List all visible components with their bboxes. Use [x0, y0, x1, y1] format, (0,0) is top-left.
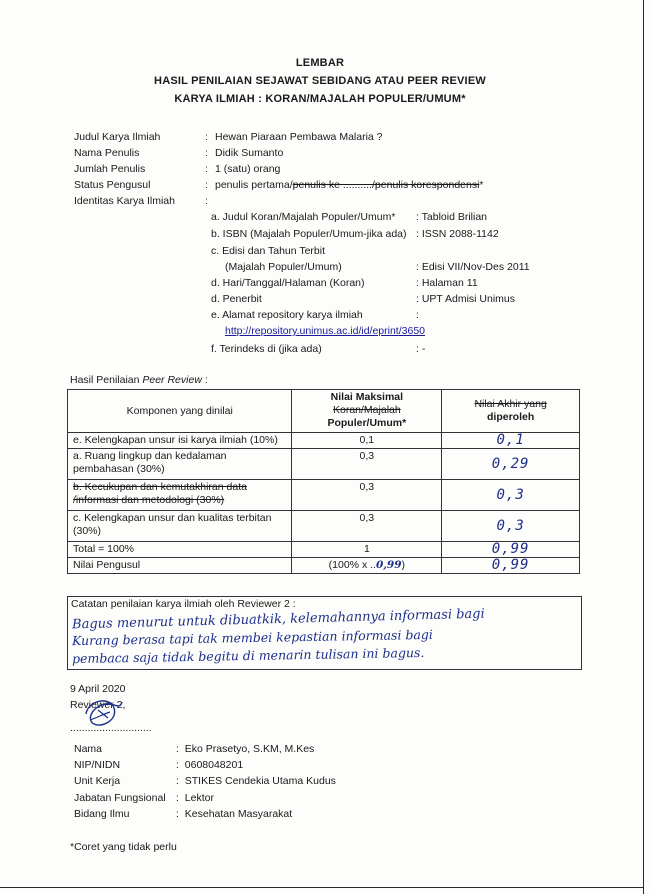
table-row-total [68, 542, 580, 558]
colon: : [176, 743, 179, 755]
status-value-struck: penulis ke ........../penulis korespondensi [292, 179, 480, 191]
header-nilai-akhir-l2: diperoleh [486, 411, 535, 423]
item-b-label: b. ISBN (Majalah Populer/Umum-jika ada) [211, 228, 407, 240]
table-row [68, 449, 580, 480]
reviewer-jabatan-text: Lektor [184, 792, 214, 804]
row-max: 0,1 [292, 433, 442, 449]
row-score: 0,3 [442, 480, 580, 511]
table-row [68, 511, 580, 542]
item-a-value: : Tabloid Brilian [416, 211, 488, 223]
row-label: a. Ruang lingkup dan kedalaman pembahasan (30%) [68, 449, 292, 480]
item-d1-value: : Halaman 11 [416, 277, 478, 289]
header-nilai-akhir [442, 390, 580, 433]
page-edge-bottom [0, 887, 644, 888]
reviewer-nama-text: Eko Prasetyo, S.KM, M.Kes [184, 743, 315, 755]
table-row [68, 433, 580, 449]
row-max: 0,3 [292, 480, 442, 511]
colon: : [176, 759, 179, 771]
pengusul-max-hand: 0,99 [375, 559, 402, 571]
notes-handwritten-line3: pembaca saja tidak begitu di menarin tulisan ini bagus. [71, 644, 425, 667]
nama-penulis-colon: : [205, 147, 208, 159]
header-komponen [68, 390, 292, 433]
header-nilai-maksimal [292, 390, 442, 433]
row-label-text: b. Kecukupan dan kemutakhiran data /informasi dan metodologi (30%) [73, 481, 247, 506]
review-caption-prefix: Hasil Penilaian [70, 374, 143, 386]
reviewer-jabatan-value [176, 792, 214, 804]
status-pengusul-value [215, 179, 484, 191]
reviewer-nip-value [176, 759, 243, 771]
jumlah-penulis-colon: : [205, 163, 208, 175]
pengusul-score: 0,99 [442, 558, 580, 574]
item-e-value: : [416, 309, 419, 321]
pengusul-max-prefix: (100% x .. [328, 559, 376, 571]
item-d2-value: : UPT Admisi Unimus [416, 293, 515, 305]
row-label [68, 480, 292, 511]
row-score: 0,3 [442, 511, 580, 542]
header-nilai-akhir-l1: Nilai Akhir yang [474, 398, 547, 410]
reviewer-nip-text: 0608048201 [184, 759, 244, 771]
status-pengusul-label: Status Pengusul [74, 179, 151, 191]
review-caption-suffix: : [201, 374, 208, 386]
reviewer-unit-text: STIKES Cendekia Utama Kudus [184, 775, 336, 787]
header-title [0, 75, 640, 87]
item-f-value: : - [416, 343, 426, 355]
review-caption [70, 374, 208, 386]
total-score: 0,99 [442, 542, 580, 558]
colon: : [176, 808, 179, 820]
header-title-text: HASIL PENILAIAN SEJAWAT SEBIDANG ATAU PEER REVIEW [154, 75, 486, 87]
identitas-label: Identitas Karya Ilmiah [74, 195, 175, 207]
nama-penulis-label: Nama Penulis [74, 147, 140, 159]
header-nilai-maksimal-l3: Populer/Umum* [327, 417, 407, 429]
notes-handwritten-line2: Kurang berasa tapi tak membei kepastian informasi bagi [71, 626, 433, 649]
colon: : [176, 775, 179, 787]
item-f-label: f. Terindeks di (jika ada) [211, 343, 322, 355]
row-label: e. Kelengkapan unsur isi karya ilmiah (10%) [68, 433, 292, 449]
header-lembar: LEMBAR [295, 57, 345, 69]
pengusul-max [292, 558, 442, 574]
review-table-header [68, 390, 580, 433]
reviewer-unit-value [176, 775, 336, 787]
reviewer-bidang-text: Kesehatan Masyarakat [184, 808, 293, 820]
colon: : [176, 792, 179, 804]
notes-label: Catatan penilaian karya ilmiah oleh Reviewer 2 : [71, 598, 296, 610]
judul-value: Hewan Piaraan Pembawa Malaria ? [215, 131, 383, 143]
reviewer-bidang-value [176, 808, 292, 820]
reviewer-nama-label: Nama [74, 743, 103, 755]
notes-handwritten-line1: Bagus menurut untuk dibuatkik, kelemahannya informasi bagi [71, 606, 485, 633]
signature-dots: ............................ [70, 722, 152, 734]
reviewer-jabatan-label: Jabatan Fungsional [74, 792, 166, 804]
jumlah-penulis-value: 1 (satu) orang [215, 163, 281, 175]
row-score: 0,1 [442, 433, 580, 449]
status-value-first: penulis pertama/ [215, 179, 293, 191]
header-nilai-maksimal-l2: Koran/Majalah [333, 404, 401, 416]
item-d2-label: d. Penerbit [211, 293, 262, 305]
status-pengusul-colon: : [205, 179, 208, 191]
row-label: c. Kelengkapan unsur dan kualitas terbitan (30%) [68, 511, 292, 542]
review-caption-italic: Peer Review [142, 374, 202, 386]
total-label: Total = 100% [68, 542, 292, 558]
pengusul-label: Nilai Pengusul [68, 558, 292, 574]
repository-link[interactable]: http://repository.unimus.ac.id/id/eprint/3650 [225, 325, 425, 337]
table-row [68, 480, 580, 511]
signature-date: 9 April 2020 [70, 683, 126, 695]
judul-colon: : [205, 131, 208, 143]
signature-role: Reviewer 2, [70, 699, 126, 711]
review-table [67, 389, 580, 574]
row-max: 0,3 [292, 449, 442, 480]
item-c-value: : Edisi VII/Nov-Des 2011 [416, 261, 530, 273]
header-komponen-text: Komponen yang dinilai [126, 404, 233, 417]
table-row-pengusul [68, 558, 580, 574]
item-a-label: a. Judul Koran/Majalah Populer/Umum* [211, 211, 396, 223]
item-c-label: c. Edisi dan Tahun Terbit [211, 245, 326, 257]
item-c-label-2: (Majalah Populer/Umum) [225, 261, 342, 273]
total-max: 1 [292, 542, 442, 558]
row-max: 0,3 [292, 511, 442, 542]
jumlah-penulis-label: Jumlah Penulis [74, 163, 146, 175]
reviewer-unit-label: Unit Kerja [74, 775, 121, 787]
item-d1-label: d. Hari/Tanggal/Halaman (Koran) [211, 277, 365, 289]
row-score: 0,29 [442, 449, 580, 480]
identitas-colon: : [205, 195, 208, 207]
reviewer-bidang-label: Bidang Ilmu [74, 808, 130, 820]
nama-penulis-value: Didik Sumanto [215, 147, 284, 159]
header-subtitle: KARYA ILMIAH : KORAN/MAJALAH POPULER/UMUM* [174, 93, 466, 105]
header-nilai-maksimal-l1: Nilai Maksimal [330, 391, 404, 403]
page-edge-right [643, 0, 644, 894]
reviewer-nip-label: NIP/NIDN [74, 759, 121, 771]
footnote: *Coret yang tidak perlu [70, 841, 177, 853]
reviewer-nama-value [176, 743, 314, 755]
status-value-asterisk: * [479, 179, 484, 191]
judul-label: Judul Karya Ilmiah [74, 131, 161, 143]
item-e-label: e. Alamat repository karya ilmiah [211, 309, 363, 321]
item-b-value: : ISSN 2088-1142 [416, 228, 499, 240]
pengusul-max-suffix: ) [401, 559, 406, 571]
